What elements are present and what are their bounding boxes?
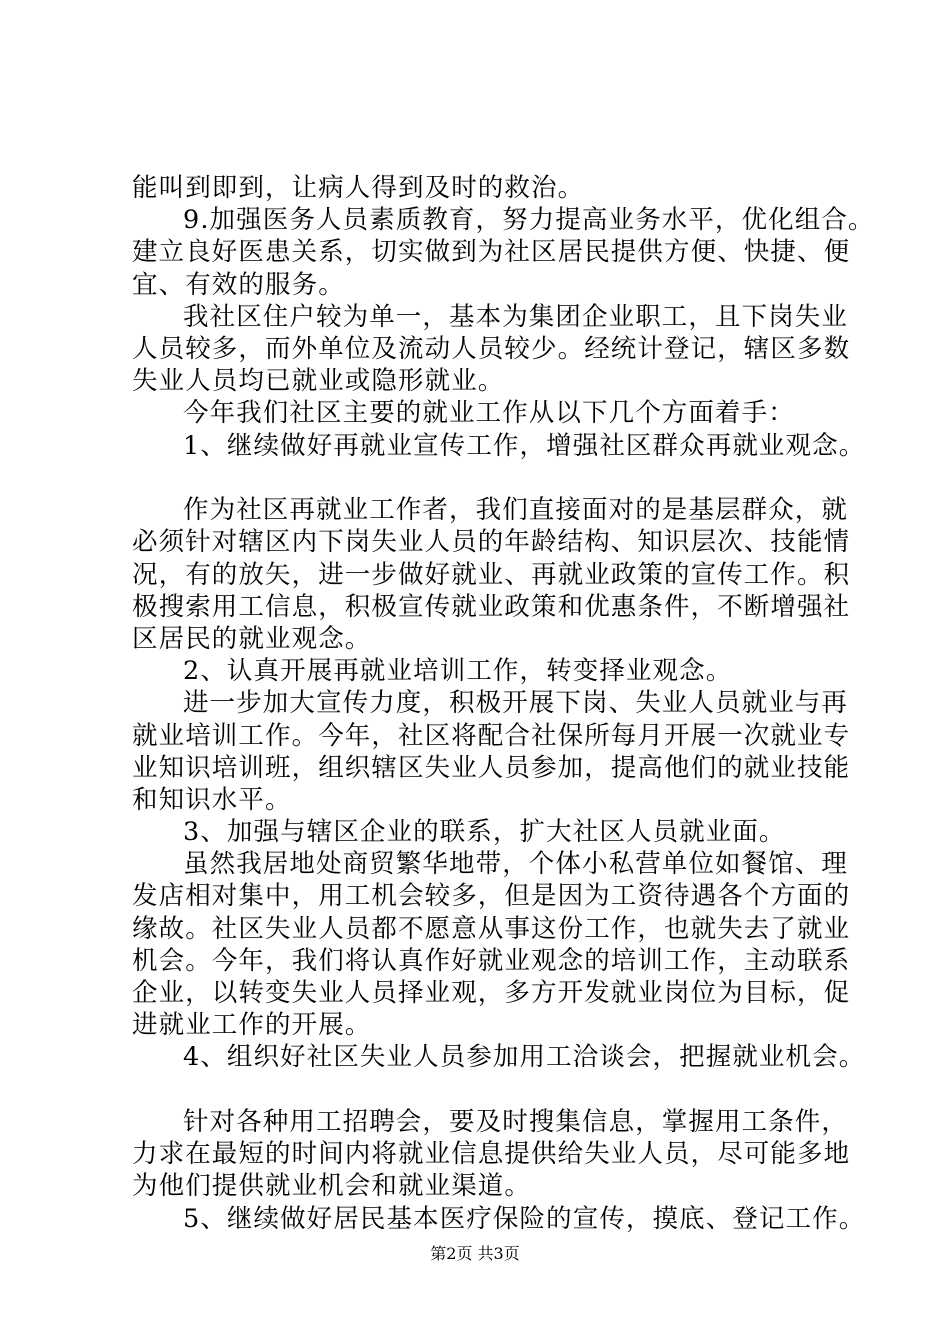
page-number-footer: 第2页 共3页	[430, 1244, 520, 1263]
text-line: 9.加强医务人员素质教育，努力提高业务水平，优化组合。	[183, 205, 875, 236]
blank-line	[132, 462, 832, 495]
text-line: 业知识培训班，组织辖区失业人员参加，提高他们的就业技能	[132, 752, 851, 783]
text-line: 为他们提供就业机会和就业渠道。	[132, 1171, 532, 1202]
text-line: 区居民的就业观念。	[132, 623, 372, 654]
text-line: 3、加强与辖区企业的联系，扩大社区人员就业面。	[183, 817, 786, 848]
text-line: 缘故。社区失业人员都不愿意从事这份工作，也就失去了就业	[132, 913, 851, 944]
text-line: 进一步加大宣传力度，积极开展下岗、失业人员就业与再	[183, 688, 849, 719]
text-line: 5、继续做好居民基本医疗保险的宣传，摸底、登记工作。	[183, 1203, 866, 1234]
text-line: 今年我们社区主要的就业工作从以下几个方面着手：	[183, 398, 795, 429]
blank-line	[132, 1074, 832, 1107]
text-line: 机会。今年，我们将认真作好就业观念的培训工作，主动联系	[132, 945, 851, 976]
text-line: 极搜索用工信息，积极宣传就业政策和优惠条件，不断增强社	[132, 591, 851, 622]
text-line: 失业人员均已就业或隐形就业。	[132, 366, 505, 397]
text-line: 企业，以转变失业人员择业观，多方开发就业岗位为目标，促	[132, 978, 851, 1008]
text-line: 必须针对辖区内下岗失业人员的年龄结构、知识层次、技能情	[132, 527, 851, 558]
text-line: 4、组织好社区失业人员参加用工洽谈会，把握就业机会。	[183, 1042, 866, 1073]
text-line: 宜、有效的服务。	[132, 269, 345, 300]
text-line: 进就业工作的开展。	[132, 1010, 372, 1041]
text-line: 作为社区再就业工作者，我们直接面对的是基层群众，就	[183, 495, 849, 526]
document-body	[132, 172, 875, 1235]
text-line: 和知识水平。	[132, 784, 292, 815]
text-line: 2、认真开展再就业培训工作，转变择业观念。	[183, 656, 733, 687]
text-line: 建立良好医患关系，切实做到为社区居民提供方便、快捷、便	[132, 237, 851, 268]
text-line: 人员较多，而外单位及流动人员较少。经统计登记，辖区多数	[132, 333, 851, 364]
text-line: 就业培训工作。今年，社区将配合社保所每月开展一次就业专	[132, 720, 851, 751]
text-line: 况，有的放矢，进一步做好就业、再就业政策的宣传工作。积	[132, 559, 851, 590]
text-line: 力求在最短的时间内将就业信息提供给失业人员，尽可能多地	[132, 1139, 851, 1170]
text-line: 1、继续做好再就业宣传工作，增强社区群众再就业观念。	[183, 430, 866, 461]
text-line: 我社区住户较为单一，基本为集团企业职工，且下岗失业	[183, 301, 849, 332]
text-line: 虽然我居地处商贸繁华地带，个体小私营单位如餐馆、理	[183, 849, 849, 880]
text-line: 能叫到即到，让病人得到及时的救治。	[132, 173, 585, 203]
text-line: 针对各种用工招聘会，要及时搜集信息，掌握用工条件，	[183, 1107, 849, 1138]
text-line: 发店相对集中，用工机会较多，但是因为工资待遇各个方面的	[132, 881, 851, 912]
